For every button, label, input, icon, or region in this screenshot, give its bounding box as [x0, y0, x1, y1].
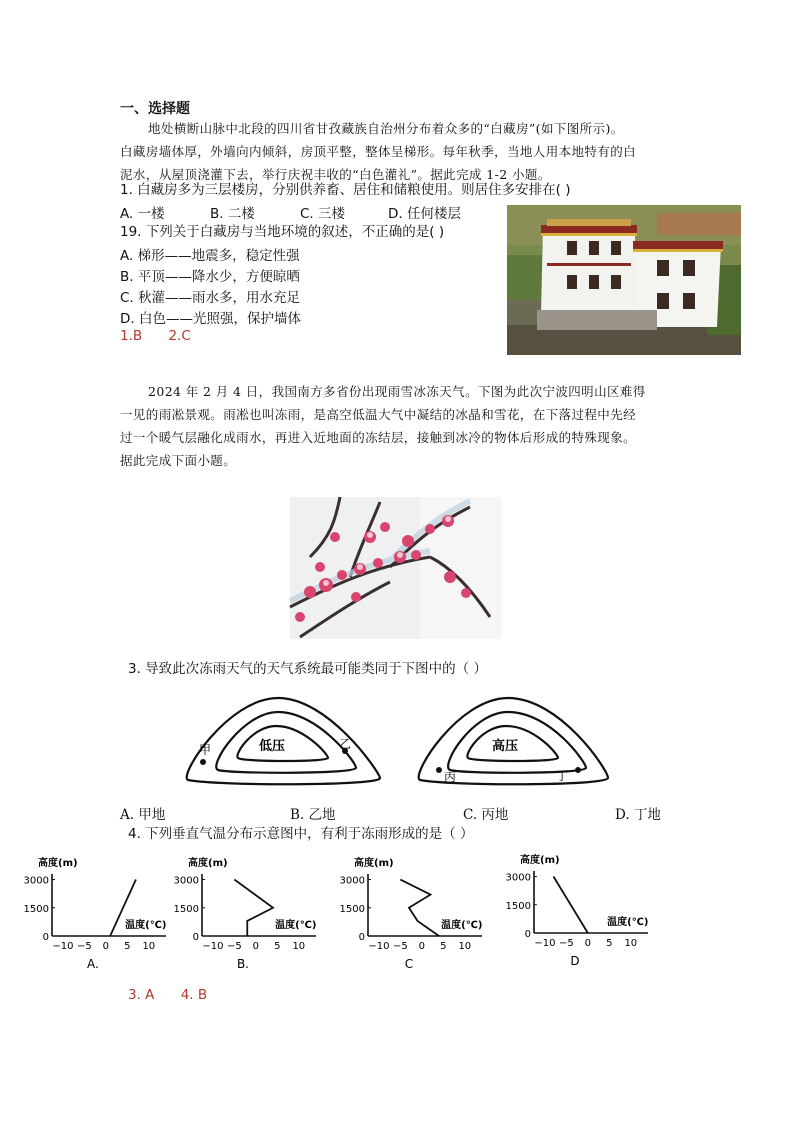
- answers-1-2: [120, 328, 191, 344]
- isobar-diagram-low-pressure: [178, 690, 388, 790]
- x-tick-label: 5: [440, 941, 447, 952]
- x-tick-label: 5: [274, 941, 281, 952]
- x-tick-label: −5: [558, 938, 574, 949]
- passage-1-line: 白藏房墙体厚，外墙向内倾斜，房顶平整，整体呈梯形。每年秋季，当地人用本地特有的白: [120, 144, 637, 159]
- passage-2-line: 2024 年 2 月 4 日，我国南方多省份出现雨雪冰冻天气。下图为此次宁波四明山区难得: [148, 384, 646, 399]
- q3-stem: 3. 导致此次冻雨天气的天气系统最可能类同于下图中的（ ）: [128, 661, 487, 677]
- chart-label: B.: [236, 957, 249, 971]
- high-pressure-label: 高压: [492, 739, 519, 754]
- y-axis-title: 高度(m): [354, 858, 394, 869]
- q3-option-a[interactable]: A. 甲地: [120, 807, 166, 823]
- q1-option-b[interactable]: B. 二楼: [210, 206, 255, 222]
- y-axis-title: 高度(m): [188, 858, 228, 869]
- x-tick-label: 10: [624, 938, 638, 949]
- q4-chart-d: [505, 845, 672, 975]
- q2-stem: 19. 下列关于白藏房与当地环境的叙述，不正确的是( ): [120, 224, 445, 240]
- answers-3-4: [128, 987, 207, 1003]
- y-tick-label: 0: [192, 932, 199, 943]
- x-tick-label: −5: [226, 941, 242, 952]
- y-tick-label: 0: [358, 932, 365, 943]
- x-tick-label: −10: [202, 941, 224, 952]
- q2-option-c[interactable]: C. 秋灌——雨水多，用水充足: [120, 290, 301, 306]
- x-tick-label: −10: [52, 941, 74, 952]
- x-tick-label: 0: [418, 941, 426, 952]
- q3-option-d[interactable]: D. 丁地: [615, 807, 661, 823]
- y-tick-label: 0: [42, 932, 49, 943]
- q2-option-d[interactable]: D. 白色——光照强，保护墙体: [120, 311, 301, 327]
- x-axis-title: 温度(℃): [275, 920, 317, 931]
- y-tick-label: 1500: [505, 900, 531, 912]
- answer-1: 1.B: [120, 328, 143, 344]
- y-tick-label: 3000: [505, 872, 531, 884]
- y-tick-label: 1500: [339, 903, 365, 915]
- x-tick-label: 5: [124, 941, 131, 952]
- q3-option-c[interactable]: C. 丙地: [463, 807, 509, 823]
- x-axis-title: 温度(℃): [441, 920, 483, 931]
- q2-option-a[interactable]: A. 梯形——地震多，稳定性强: [120, 248, 300, 264]
- q4-chart-a: [23, 848, 180, 978]
- q4-stem: 4. 下列垂直气温分布示意图中，有利于冻雨形成的是（ ）: [128, 826, 474, 842]
- y-tick-label: 1500: [173, 903, 199, 915]
- passage-2-line: 一见的雨凇景观。雨凇也叫冻雨，是高空低温大气中凝结的冰晶和雪花，在下落过程中先经: [120, 407, 637, 422]
- x-tick-label: −10: [534, 938, 556, 949]
- passage-2-line: 据此完成下面小题。: [120, 453, 237, 468]
- temperature-profile-line: [553, 877, 587, 933]
- passage-1-line: 泥水，从屋顶浇灌下去，举行庆祝丰收的“白色灌礼”。据此完成 1-2 小题。: [120, 167, 551, 182]
- answer-2: 2.C: [168, 328, 191, 344]
- x-tick-label: 0: [102, 941, 110, 952]
- x-tick-label: −10: [368, 941, 390, 952]
- q1-option-d[interactable]: D. 任何楼层: [388, 206, 461, 222]
- y-tick-label: 1500: [23, 903, 49, 915]
- isobar-diagram-high-pressure: [410, 690, 616, 790]
- q4-chart-c: [339, 848, 506, 978]
- point-jia: 甲: [199, 743, 212, 757]
- answer-4: 4. B: [180, 987, 208, 1003]
- y-tick-label: 0: [524, 929, 531, 940]
- x-tick-label: 10: [458, 941, 472, 952]
- x-tick-label: −5: [392, 941, 408, 952]
- y-axis-title: 高度(m): [520, 855, 560, 866]
- answer-3: 3. A: [128, 987, 155, 1003]
- passage-2: [120, 380, 700, 472]
- x-axis-title: 温度(℃): [125, 920, 167, 931]
- y-tick-label: 3000: [173, 875, 199, 887]
- temperature-profile-line: [234, 880, 273, 936]
- q4-chart-b: [173, 848, 340, 978]
- section-title: 一、选择题: [120, 101, 190, 117]
- q1-stem: 1. 白藏房多为三层楼房，分别供养畜、居住和储粮使用。则居住多安排在( ): [120, 182, 571, 198]
- chart-label: D: [570, 954, 580, 968]
- q1-option-c[interactable]: C. 三楼: [300, 206, 346, 222]
- point-yi: 乙: [339, 737, 352, 751]
- passage-2-line: 过一个暖气层融化成雨水，再进入近地面的冻结层，接触到冰冷的物体后形成的特殊现象。: [120, 430, 637, 445]
- x-tick-label: 10: [292, 941, 306, 952]
- low-pressure-label: 低压: [259, 739, 286, 754]
- chart-label: C: [404, 957, 414, 971]
- x-tick-label: 5: [606, 938, 613, 949]
- point-ding: 丁: [556, 769, 569, 783]
- y-tick-label: 3000: [23, 875, 49, 887]
- chart-label: A.: [87, 957, 99, 971]
- x-tick-label: 0: [584, 938, 592, 949]
- x-axis-title: 温度(℃): [607, 917, 649, 928]
- q2-option-b[interactable]: B. 平顶——降水少，方便晾晒: [120, 269, 300, 285]
- white-tibetan-house-photo: [507, 205, 741, 355]
- temperature-profile-line: [400, 880, 439, 936]
- x-tick-label: 0: [252, 941, 260, 952]
- y-tick-label: 3000: [339, 875, 365, 887]
- passage-1: [120, 117, 700, 186]
- q1-option-a[interactable]: A. 一楼: [120, 206, 165, 222]
- point-bing: 丙: [444, 770, 457, 784]
- q3-option-b[interactable]: B. 乙地: [290, 807, 336, 823]
- y-axis-title: 高度(m): [38, 858, 78, 869]
- rime-plum-blossom-photo: [290, 497, 502, 639]
- passage-1-line: 地处横断山脉中北段的四川省甘孜藏族自治州分布着众多的“白藏房”(如下图所示)。: [148, 121, 624, 136]
- x-tick-label: 10: [142, 941, 156, 952]
- x-tick-label: −5: [76, 941, 92, 952]
